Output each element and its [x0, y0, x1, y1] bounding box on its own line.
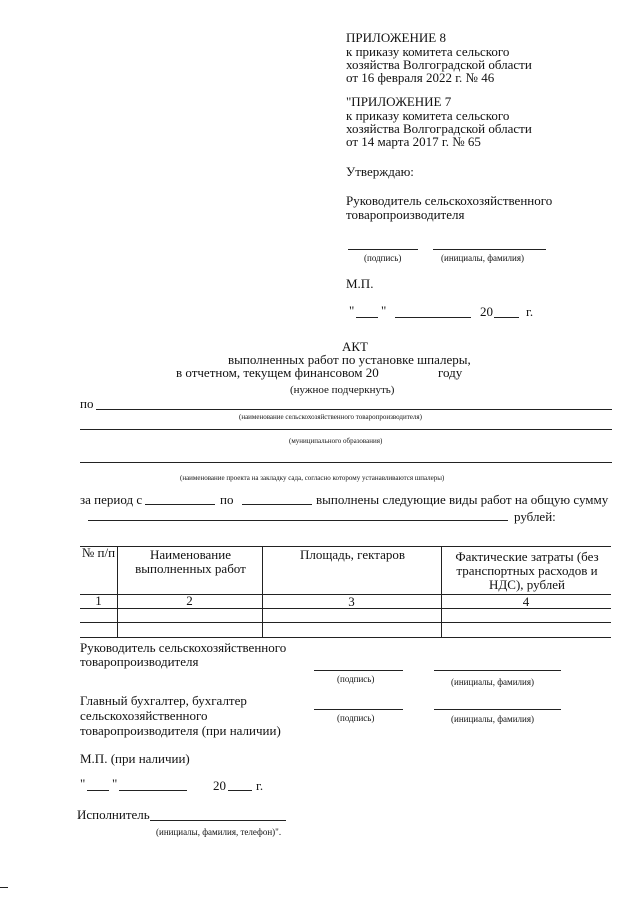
page-edge-mark — [0, 887, 8, 888]
sig-date-year-line[interactable] — [228, 790, 252, 791]
sig-accountant-initials-line[interactable] — [434, 709, 561, 710]
sig-date-day-line[interactable] — [87, 790, 109, 791]
table-header-work-name: Наименование выполненных работ — [135, 547, 246, 576]
executor-line[interactable] — [150, 820, 286, 821]
period-to-label: по — [220, 492, 234, 507]
table-number-1: 1 — [95, 593, 102, 608]
act-underline-note: (нужное подчеркнуть) — [290, 384, 395, 396]
approve-head-line2: товаропроизводителя — [346, 207, 465, 222]
sig-accountant-line1: Главный бухгалтер, бухгалтер — [80, 693, 247, 708]
appendix8-title: ПРИЛОЖЕНИЕ 8 — [346, 30, 446, 45]
appendix8-line3: от 16 февраля 2022 г. № 46 — [346, 70, 495, 85]
sum-line[interactable] — [88, 520, 508, 521]
sig-head-initials-line[interactable] — [434, 670, 561, 671]
executor-label: Исполнитель — [77, 807, 150, 822]
act-subtitle1: выполненных работ по установке шпалеры, — [228, 352, 471, 367]
approve-date-day-line[interactable] — [356, 317, 378, 318]
sig-accountant-signature-caption: (подпись) — [337, 713, 375, 723]
sig-head-signature-caption: (подпись) — [337, 674, 375, 684]
appendix7-line1: к приказу комитета сельского — [346, 108, 510, 123]
act-title: АКТ — [342, 339, 368, 354]
sig-date-quote-close: " — [112, 776, 118, 791]
table-number-3: 3 — [348, 594, 355, 609]
approve-date-year-line[interactable] — [494, 317, 519, 318]
project-line[interactable] — [80, 462, 612, 463]
table-header-costs: Фактические затраты (без транспортных расходов и НДС), рублей — [455, 549, 599, 592]
sig-date-month-line[interactable] — [119, 790, 187, 791]
sig-date-quote-open: " — [80, 776, 86, 791]
table-header-area: Площадь, гектаров — [299, 547, 406, 562]
sig-accountant-signature-line[interactable] — [314, 709, 403, 710]
table-number-4: 4 — [522, 594, 530, 609]
sig-accountant-initials-caption: (инициалы, фамилия) — [451, 714, 534, 724]
producer-caption: (наименование сельскохозяйственного товаропроизводителя) — [239, 413, 422, 421]
executor-caption: (инициалы, фамилия, телефон)". — [156, 827, 282, 837]
approve-label: Утверждаю: — [346, 164, 414, 179]
approve-head-line1: Руководитель сельскохозяйственного — [346, 193, 553, 208]
table-header-number: № п/п — [81, 545, 116, 560]
appendix7-line3: от 14 марта 2017 г. № 65 — [346, 134, 481, 149]
municipality-line[interactable] — [80, 429, 612, 430]
appendix7-title: "ПРИЛОЖЕНИЕ 7 — [346, 94, 452, 109]
approve-date-suffix: г. — [526, 304, 534, 319]
approve-date-quote-close: " — [381, 303, 387, 318]
sig-head-initials-caption: (инициалы, фамилия) — [451, 677, 534, 687]
act-subtitle2-a: в отчетном, текущем финансовом 20 — [176, 365, 379, 380]
appendix7-line2: хозяйства Волгоградской области — [346, 121, 532, 136]
act-subtitle2-b: году — [438, 365, 463, 380]
approve-date-quote-open: " — [349, 303, 355, 318]
sig-date-year: 20 — [213, 778, 226, 793]
sig-stamp: М.П. (при наличии) — [80, 751, 190, 766]
appendix8-line1: к приказу комитета сельского — [346, 44, 510, 59]
project-caption: (наименование проекта на закладку сада, согласно которому устанавливаются шпалеры) — [180, 474, 445, 482]
approve-date-month-line[interactable] — [395, 317, 471, 318]
approve-initials-line[interactable] — [433, 249, 546, 250]
sig-date-suffix: г. — [256, 778, 264, 793]
sig-head-line2: товаропроизводителя — [80, 654, 199, 669]
period-from-line[interactable] — [145, 504, 215, 505]
municipality-caption: (муниципального образования) — [289, 437, 383, 445]
approve-date-year: 20 — [480, 304, 493, 319]
appendix8-line2: хозяйства Волгоградской области — [346, 57, 532, 72]
approve-signature-caption: (подпись) — [364, 253, 402, 263]
period-text: выполнены следующие виды работ на общую сумму — [316, 492, 609, 507]
table-number-2: 2 — [186, 593, 193, 608]
sig-head-line1: Руководитель сельскохозяйственного — [80, 640, 287, 655]
sig-head-signature-line[interactable] — [314, 670, 403, 671]
approve-stamp: М.П. — [346, 276, 374, 291]
act-po-label: по — [80, 396, 94, 411]
approve-signature-line[interactable] — [348, 249, 418, 250]
period-to-line[interactable] — [242, 504, 312, 505]
sig-accountant-line3: товаропроизводителя (при наличии) — [80, 723, 281, 738]
producer-line[interactable] — [96, 409, 612, 410]
rubles-label: рублей: — [514, 509, 556, 524]
approve-initials-caption: (инициалы, фамилия) — [441, 253, 524, 263]
sig-accountant-line2: сельскохозяйственного — [80, 708, 208, 723]
period-from-label: за период с — [80, 492, 143, 507]
